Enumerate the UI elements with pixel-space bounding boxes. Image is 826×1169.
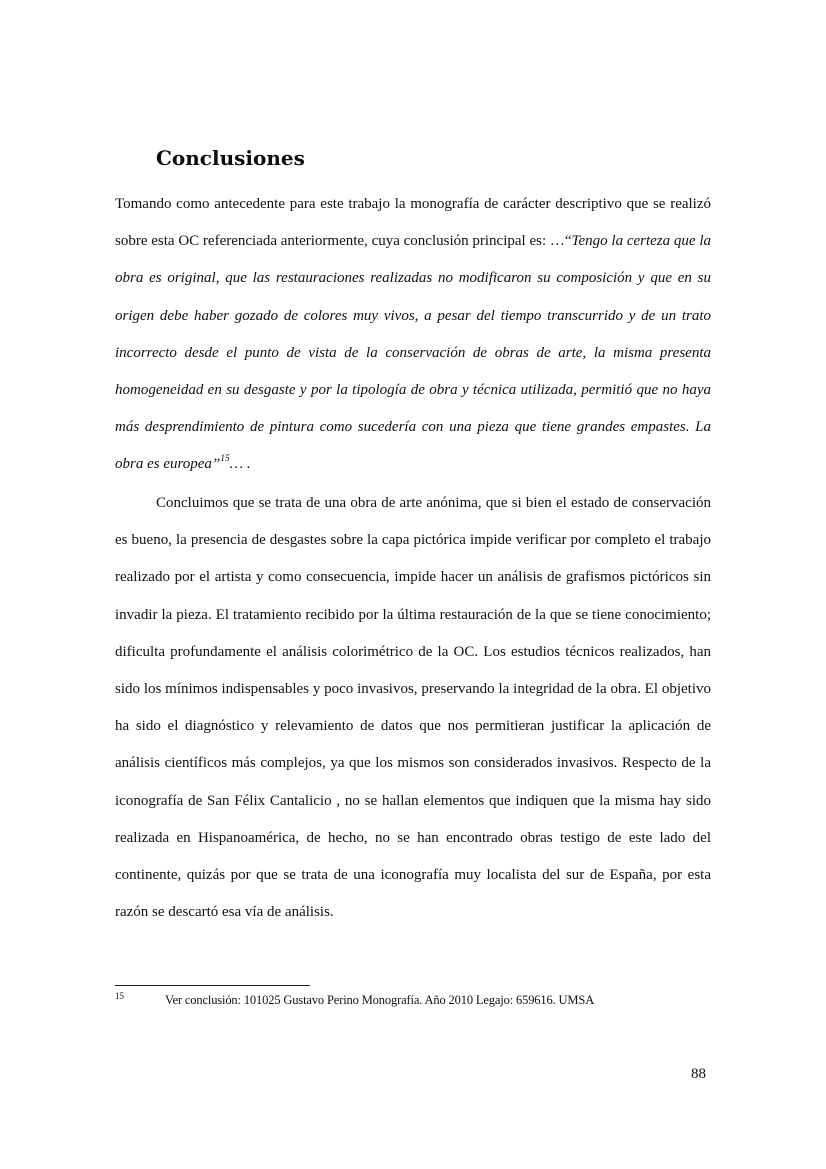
paragraph-1-intro: Tomando como antecedente para este trabajo la monografía de carácter descriptivo que se realizó sobre esta OC referenciada anteriormente, cuya conclusión principal es: …“ [115, 196, 711, 250]
footnote-separator [115, 985, 310, 986]
paragraph-1 [115, 186, 711, 484]
section-heading: Conclusiones [156, 146, 305, 170]
footnote-number: 15 [115, 991, 124, 1001]
paragraph-1-ending: … . [229, 456, 251, 473]
paragraph-1-quote: Tengo la certeza que la obra es original, que las restauraciones realizadas no modificaron su composición y que en su origen debe haber gozado de colores muy vivos, a pesar del tiempo transcurrido y de un trato incorrecto desde el punto de vista de la conservación de obras de arte, la misma presenta homogeneidad en su desgaste y por la tipología de obra y técnica utilizada, permitió que no haya más desprendimiento de pintura como sucedería con una pieza que tiene grandes empastes. La obra es europea” [115, 233, 711, 473]
footnote-text: Ver conclusión: 101025 Gustavo Perino Monografía. Año 2010 Legajo: 659616. UMSA [165, 993, 595, 1007]
page-number: 88 [691, 1066, 706, 1082]
paragraph-2: Concluimos que se trata de una obra de arte anónima, que si bien el estado de conservación es bueno, la presencia de desgastes sobre la capa pictórica impide verificar por completo el trabajo realizado por el artista y como consecuencia, impide hacer un análisis de grafismos pictóricos sin invadir la pieza. El tratamiento recibido por la última restauración de la que se tiene conocimiento; dificulta profundamente el análisis colorimétrico de la OC. Los estudios técnicos realizados, han sido los mínimos indispensables y poco invasivos, preservando la integridad de la obra. El objetivo ha sido el diagnóstico y relevamiento de datos que nos permitieran justificar la aplicación de análisis científicos más complejos, ya que los mismos son considerados invasivos. Respecto de la iconografía de San Félix Cantalicio , no se hallan elementos que indiquen que la misma hay sido realizada en Hispanoamérica, de hecho, no se han encontrado obras testigo de este lado del continente, quizás por que se trata de una iconografía muy localista del sur de España, por esta razón se descartó esa vía de análisis. [115, 495, 711, 921]
footnote-reference[interactable]: 15 [220, 454, 230, 465]
